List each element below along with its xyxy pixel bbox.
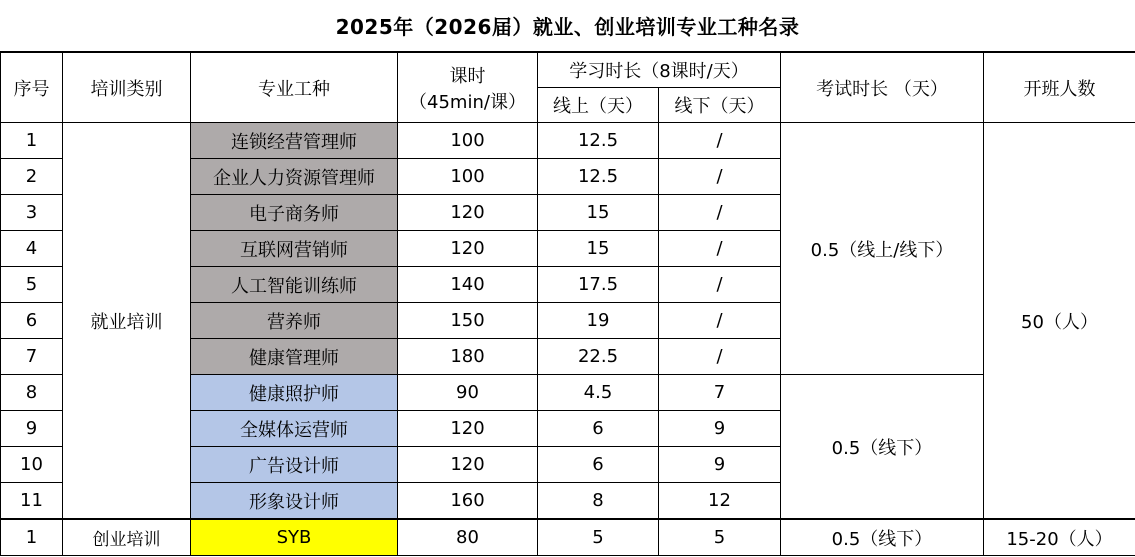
trade-table [0, 52, 1135, 556]
header-online[interactable]: 线上（天） [538, 88, 659, 123]
cell-trade[interactable]: 电子商务师 [191, 195, 398, 231]
cell-online[interactable]: 6 [538, 447, 659, 483]
table-row [1, 123, 1135, 159]
cell-offline[interactable]: / [659, 195, 781, 231]
cell-no[interactable]: 2 [1, 159, 63, 195]
cell-no[interactable]: 10 [1, 447, 63, 483]
cell-no[interactable]: 11 [1, 483, 63, 520]
cell-online[interactable]: 19 [538, 303, 659, 339]
cell-hours[interactable]: 140 [398, 267, 538, 303]
cell-offline[interactable]: / [659, 339, 781, 375]
cell-hours[interactable]: 120 [398, 231, 538, 267]
cell-category-startup[interactable]: 创业培训 [63, 519, 191, 556]
cell-no[interactable]: 5 [1, 267, 63, 303]
cell-offline[interactable]: 7 [659, 375, 781, 411]
cell-online[interactable]: 17.5 [538, 267, 659, 303]
cell-category-employment[interactable]: 就业培训 [63, 123, 191, 520]
cell-offline[interactable]: / [659, 231, 781, 267]
cell-online[interactable]: 22.5 [538, 339, 659, 375]
cell-offline[interactable]: / [659, 267, 781, 303]
cell-class-size-startup[interactable]: 15-20（人） [984, 519, 1135, 556]
header-category[interactable]: 培训类别 [63, 53, 191, 123]
cell-trade[interactable]: 广告设计师 [191, 447, 398, 483]
cell-offline[interactable]: / [659, 123, 781, 159]
cell-no[interactable]: 9 [1, 411, 63, 447]
cell-hours[interactable]: 100 [398, 159, 538, 195]
cell-online[interactable]: 15 [538, 231, 659, 267]
cell-no[interactable]: 3 [1, 195, 63, 231]
cell-hours[interactable]: 180 [398, 339, 538, 375]
cell-online[interactable]: 6 [538, 411, 659, 447]
header-hours-line2: （45min/课） [409, 91, 526, 113]
cell-trade[interactable]: 营养师 [191, 303, 398, 339]
cell-no[interactable]: 7 [1, 339, 63, 375]
sheet-title: 2025年（2026届）就业、创业培训专业工种名录 [0, 0, 1135, 52]
cell-exam-startup[interactable]: 0.5（线下） [781, 519, 984, 556]
cell-offline[interactable]: / [659, 303, 781, 339]
cell-offline[interactable]: 9 [659, 411, 781, 447]
cell-trade[interactable]: 企业人力资源管理师 [191, 159, 398, 195]
cell-online[interactable]: 12.5 [538, 159, 659, 195]
cell-online[interactable]: 8 [538, 483, 659, 520]
cell-no[interactable]: 1 [1, 519, 63, 556]
cell-offline[interactable]: 5 [659, 519, 781, 556]
cell-hours[interactable]: 160 [398, 483, 538, 520]
cell-hours[interactable]: 100 [398, 123, 538, 159]
cell-online[interactable]: 12.5 [538, 123, 659, 159]
cell-hours[interactable]: 80 [398, 519, 538, 556]
cell-trade[interactable]: SYB [191, 519, 398, 556]
header-hours[interactable] [398, 53, 538, 123]
header-duration[interactable]: 学习时长（8课时/天） [538, 53, 781, 88]
header-row-1 [1, 53, 1135, 88]
cell-trade[interactable]: 人工智能训练师 [191, 267, 398, 303]
cell-no[interactable]: 1 [1, 123, 63, 159]
cell-online[interactable]: 5 [538, 519, 659, 556]
cell-no[interactable]: 4 [1, 231, 63, 267]
cell-hours[interactable]: 120 [398, 195, 538, 231]
header-class-size[interactable]: 开班人数 [984, 53, 1135, 123]
header-offline[interactable]: 线下（天） [659, 88, 781, 123]
cell-class-size-employment[interactable]: 50（人） [984, 123, 1135, 520]
cell-trade[interactable]: 互联网营销师 [191, 231, 398, 267]
header-trade[interactable]: 专业工种 [191, 53, 398, 123]
cell-no[interactable]: 8 [1, 375, 63, 411]
cell-offline[interactable]: 9 [659, 447, 781, 483]
cell-trade[interactable]: 形象设计师 [191, 483, 398, 520]
cell-hours[interactable]: 120 [398, 447, 538, 483]
header-hours-line1: 课时 [449, 65, 486, 87]
cell-offline[interactable]: 12 [659, 483, 781, 520]
cell-trade[interactable]: 全媒体运营师 [191, 411, 398, 447]
cell-no[interactable]: 6 [1, 303, 63, 339]
cell-hours[interactable]: 90 [398, 375, 538, 411]
header-exam[interactable]: 考试时长 （天） [781, 53, 984, 123]
cell-online[interactable]: 4.5 [538, 375, 659, 411]
header-no[interactable]: 序号 [1, 53, 63, 123]
cell-trade[interactable]: 健康管理师 [191, 339, 398, 375]
cell-exam-group2[interactable]: 0.5（线下） [781, 375, 984, 520]
cell-trade[interactable]: 连锁经营管理师 [191, 123, 398, 159]
cell-exam-group1[interactable]: 0.5（线上/线下） [781, 123, 984, 375]
cell-offline[interactable]: / [659, 159, 781, 195]
cell-hours[interactable]: 120 [398, 411, 538, 447]
cell-hours[interactable]: 150 [398, 303, 538, 339]
cell-trade[interactable]: 健康照护师 [191, 375, 398, 411]
table-row-startup [1, 519, 1135, 556]
cell-online[interactable]: 15 [538, 195, 659, 231]
